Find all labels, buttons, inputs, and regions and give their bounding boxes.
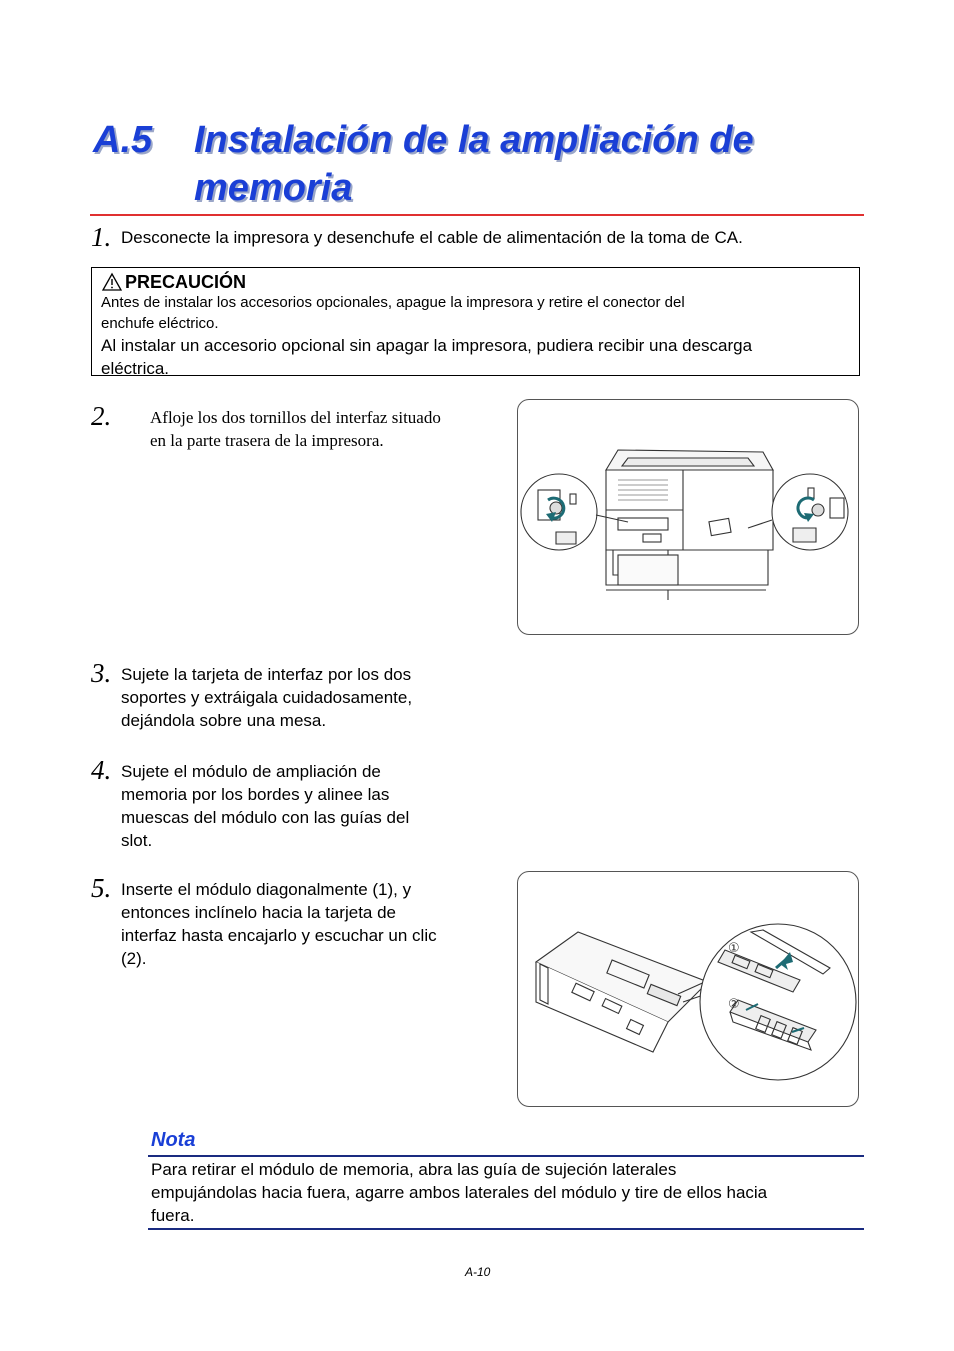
step-5-line-1: Inserte el módulo diagonalmente (1), y [121, 880, 412, 899]
step-5-line-2: entonces inclínelo hacia la tarjeta de [121, 903, 397, 922]
caution-box [91, 267, 860, 376]
note-line-1: Para retirar el módulo de memoria, abra las guía de sujeción laterales [151, 1160, 677, 1179]
memory-install-figure [517, 871, 859, 1107]
step-3-number: 3. [91, 658, 112, 688]
note-line-2: empujándolas hacia fuera, agarre ambos laterales del módulo y tire de ellos hacia [151, 1183, 768, 1202]
step-5-text [121, 878, 437, 970]
step-5-line-4: (2). [121, 949, 147, 968]
note-rule-top [148, 1155, 864, 1157]
step-4-number: 4. [91, 755, 112, 785]
caution-line-2: enchufe eléctrico. [101, 315, 219, 332]
section-number: A.5 [93, 119, 153, 161]
note-line-3: fuera. [151, 1206, 195, 1225]
step-4-line-4: slot. [121, 831, 153, 850]
step-2-text [150, 406, 441, 452]
warning-triangle-icon [101, 272, 123, 292]
caution-heading [101, 272, 850, 292]
step-1-number: 1. [91, 222, 112, 252]
note-rule-bottom [148, 1228, 864, 1230]
step-4-line-2: memoria por los bordes y alinee las [121, 785, 390, 804]
step-1-text: Desconecte la impresora y desenchufe el cable de alimentación de la toma de CA. [121, 228, 743, 247]
marker-1: ① [728, 941, 740, 956]
step-5-number: 5. [91, 873, 112, 903]
step-4-line-1: Sujete el módulo de ampliación de [121, 762, 381, 781]
marker-2: ② [728, 997, 740, 1012]
step-3-line-3: dejándola sobre una mesa. [121, 711, 327, 730]
caution-line-4: eléctrica. [101, 359, 170, 378]
page-number: A-10 [465, 1265, 491, 1279]
step-3-line-1: Sujete la tarjeta de interfaz por los dos [121, 665, 412, 684]
step-2-line-2: en la parte trasera de la impresora. [150, 431, 384, 450]
step-4-text [121, 760, 409, 852]
step-2-line-1: Afloje los dos tornillos del interfaz situado [150, 408, 441, 427]
printer-rear-figure [517, 399, 859, 635]
page-title [93, 116, 853, 212]
step-3-line-2: soportes y extráigala cuidadosamente, [121, 688, 413, 707]
memory-install-illustration [518, 872, 858, 1106]
step-3-text [121, 663, 412, 732]
title-line-2: memoria [194, 167, 353, 209]
step-5-line-3: interfaz hasta encajarlo y escuchar un clic [121, 926, 437, 945]
caution-heading-text: PRECAUCIÓN [125, 272, 247, 292]
caution-line-3: Al instalar un accesorio opcional sin apagar la impresora, pudiera recibir una descarga [101, 336, 753, 355]
printer-rear-illustration [518, 400, 858, 634]
step-4-line-3: muescas del módulo con las guías del [121, 808, 410, 827]
note-title: Nota [151, 1129, 196, 1151]
step-2-number: 2. [91, 401, 112, 431]
title-line-1: Instalación de la ampliación de [194, 119, 754, 161]
note-text [151, 1158, 851, 1227]
caution-line-1: Antes de instalar los accesorios opcionales, apague la impresora y retire el conector del [101, 294, 685, 311]
title-rule [90, 214, 864, 216]
